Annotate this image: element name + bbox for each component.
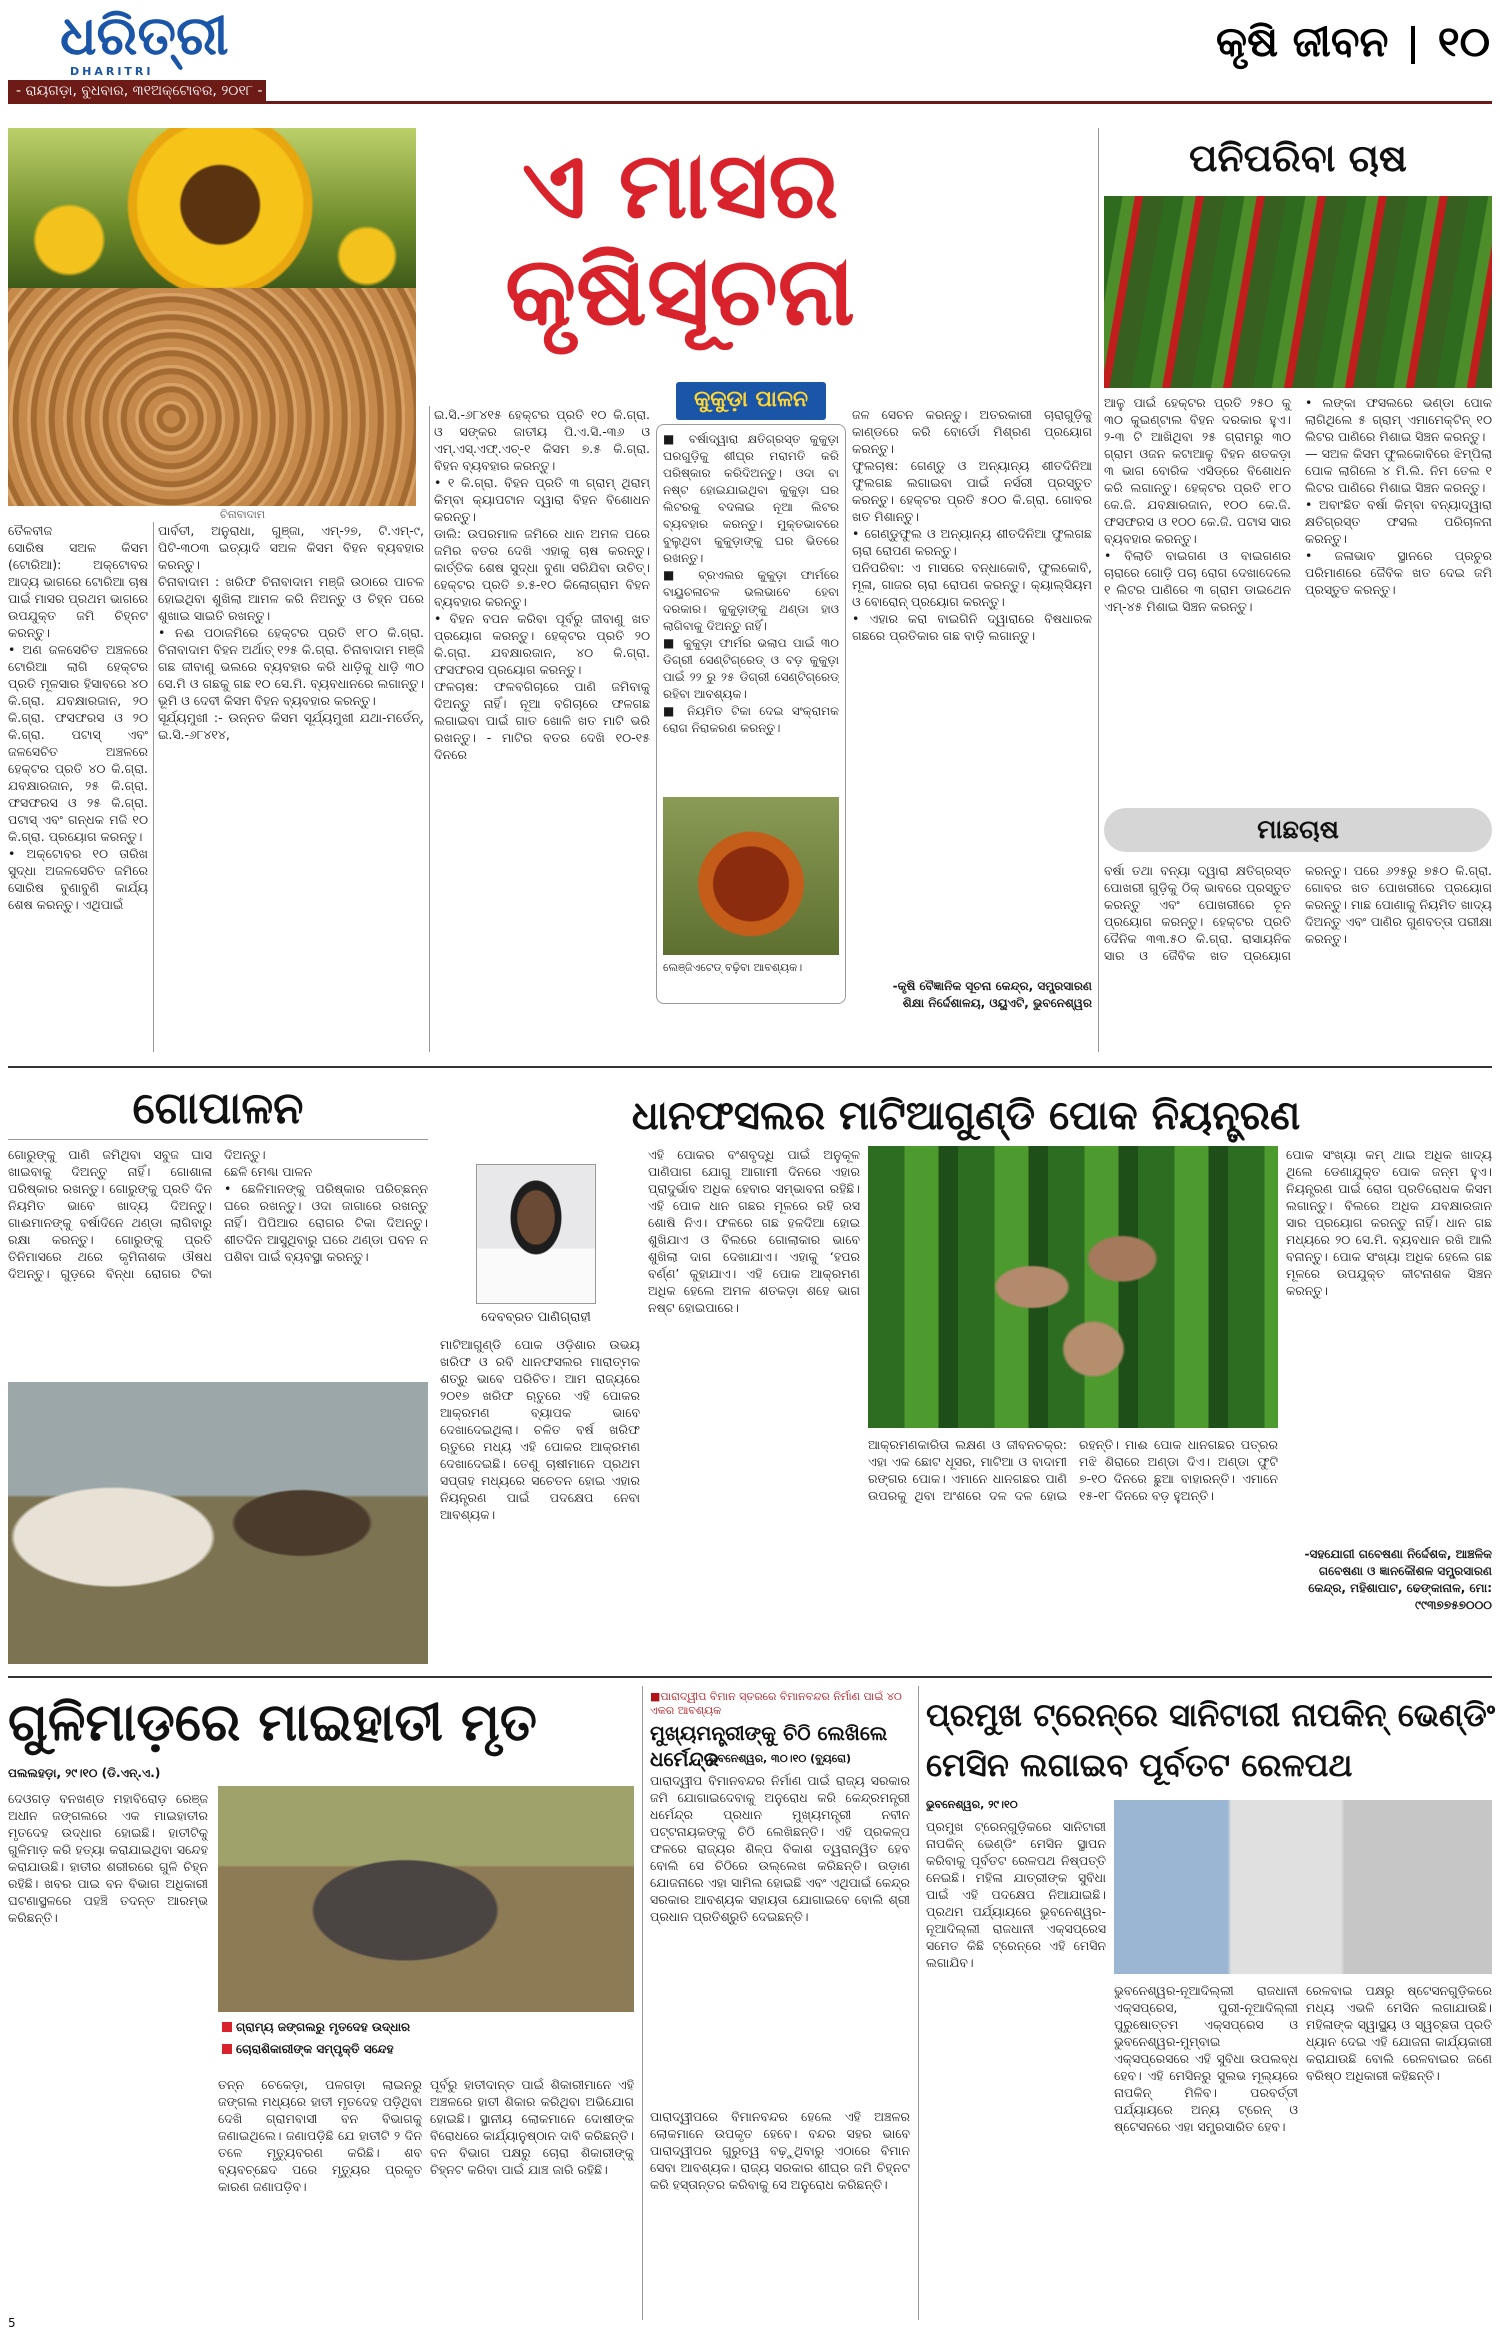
section-rule — [8, 1676, 1492, 1678]
masthead-logo — [60, 6, 310, 84]
paddy-col-4: ପୋକ ସଂଖ୍ୟା କମ୍ ଥାଇ ଅଧିକ ଖାଦ୍ୟ ଥିଲେ ଡେଣାଯୁକ୍ତ ପୋକ ଜନ୍ମ ହୁଏ। ନିୟନ୍ତ୍ରଣ ପାଇଁ ରୋଗ ପ୍ରତିରୋଧକ କିସମ ଲଗାନ୍ତୁ। ବିଲରେ ଅଧିକ ଯବକ୍ଷାରଜାନ ସାର ପ୍ରୟୋଗ କରନ୍ତୁ ନାହିଁ। ଧାନ ଗଛ ମଧ୍ୟରେ ୨୦ ସେ.ମି. ବ୍ୟବଧାନ ରଖି ଆଲି ବନାନ୍ତୁ। ପୋକ ସଂଖ୍ୟା ଅଧିକ ହେଲେ ଗଛ ମୂଳରେ ଉପଯୁକ୍ତ କୀଟନାଶକ ସିଞ୍ଚନ କରନ୍ତୁ। — [1286, 1147, 1492, 1298]
paddy-col-1: ମାଟିଆଗୁଣ୍ଡି ପୋକ ଓଡ଼ିଶାର ଉଭୟ ଖରିଫ ଓ ରବି ଧାନଫସଲର ମାରାତ୍ମକ ଶତ୍ରୁ ଭାବେ ପରିଚିତ। ଆମ ରାଜ୍ୟରେ ୨୦୧୭ ଖରିଫ ଋତୁରେ ଏହି ପୋକର ଆକ୍ରମଣ ବ୍ୟାପକ ଭାବେ ଦେଖାଦେଇଥିଲା। ଚଳିତ ବର୍ଷ ଖରିଫ ଋତୁରେ ମଧ୍ୟ ଏହି ପୋକର ଆକ୍ରମଣ ଦେଖାଦେଇଛି। ତେଣୁ ଚାଷୀମାନେ ପ୍ରଥମ ସପ୍ତାହ ମଧ୍ୟରେ ସଚେତନ ହୋଇ ଏହାର ନିୟନ୍ତ୍ରଣ ପାଇଁ ପଦକ୍ଷେପ ନେବା ଆବଶ୍ୟକ। — [440, 1337, 640, 1522]
peanut-caption: ଚିନାବାଦାମ — [220, 508, 265, 521]
paddy-col-3: ଆକ୍ରମଣକାରିତା ଲକ୍ଷଣ ଓ ଜୀବନଚକ୍ର: ଏହା ଏକ ଛୋଟ ଧୂସର, ମାଟିଆ ଓ ବାଦାମୀ ରଙ୍ଗର ପୋକ। ଏମାନେ ଧାନଗଛର ପାଣି ଉପରକୁ ଥିବା ଅଂଶରେ ଦଳ ଦଳ ହୋଇ ରହନ୍ତି। ମାଈ ପୋକ ଧାନଗଛର ପତ୍ରର ମଝି ଶିରାରେ ଅଣ୍ଡା ଦିଏ। ଅଣ୍ଡା ଫୁଟି ୭-୧୦ ଦିନରେ ଛୁଆ ବାହାରନ୍ତି। ଏମାନେ ୧୫-୧୮ ଦିନରେ ବଡ଼ ହୁଅନ୍ତି। — [868, 1437, 1278, 1503]
hen-caption: ଲେଞ୍ଜିଏଟେଡ୍ ବଢ଼ିବା ଆବଶ୍ୟକ। — [663, 961, 803, 974]
train-dateline: ଭୁବନେଶ୍ୱର, ୨୯।୧୦ — [926, 1798, 1018, 1811]
cm-col-2: ପାରାଦ୍ୱୀପରେ ବିମାନବନ୍ଦର ହେଲେ ଏହି ଅଞ୍ଚଳର ଲୋକମାନେ ଉପକୃତ ହେବେ। ବନ୍ଦର ସହର ଭାବେ ପାରାଦ୍ୱୀପର ଗୁରୁତ୍ୱ ବଢ଼ୁଥିବାରୁ ଏଠାରେ ବିମାନ ସେବା ଆବଶ୍ୟକ। ରାଜ୍ୟ ସରକାର ଶୀଘ୍ର ଜମି ଚିହ୍ନଟ କରି ହସ୍ତାନ୍ତର କରିବାକୁ ସେ ଅନୁରୋଧ କରିଛନ୍ତି। — [650, 2109, 910, 2192]
elephant-col-3: ପୂର୍ବରୁ ହାତୀଦାନ୍ତ ପାଇଁ ଶିକାରୀମାନେ ଏହି ଅଞ୍ଚଳରେ ହାତୀ ଶିକାର କରିଥିବା ଅଭିଯୋଗ ହୋଇଛି। ସ୍ଥାନୀୟ ଲୋକମାନେ ଦୋଷୀଙ୍କ ବିରୋଧରେ କାର୍ଯ୍ୟାନୁଷ୍ଠାନ ଦାବି କରିଛନ୍ତି। ବନ ବିଭାଗ ପକ୍ଷରୁ ଚୋରା ଶିକାରୀଙ୍କୁ ଚିହ୍ନଟ କରିବା ପାଇଁ ଯାଞ୍ଚ ଜାରି ରହିଛି। — [430, 2077, 634, 2177]
col-rule — [918, 1686, 919, 2320]
top-col-2: ପାର୍ବତୀ, ଅନୁରାଧା, ଗୁଞ୍ଜା, ଏମ୍-୨୭, ଟି.ଏମ୍-୯, ପିଟି-୩୦୩ ଇତ୍ୟାଦି ସଅଳ କିସମ ବିହନ ବ୍ୟବହାର କରନ୍ତୁ। ଚିନାବାଦାମ : ଖରିଫ ଚିନାବାଦାମ ମଞ୍ଜି ଉଠାରେ ପାଚଳ ହୋଇଥିବା ଶୁଖିଲା ଆମଳ କରି ନିଅନ୍ତୁ ଓ ଚିହ୍ନ ପରେ ଶୁଖାଇ ସାଇତି ରଖନ୍ତୁ। • ନଈ ପଠାଜମିରେ ହେକ୍ଟର ପ୍ରତି ୧୮୦ କି.ଗ୍ରା. ଚିନାବାଦାମ ବିହନ ଅର୍ଥାତ୍ ୧୨୫ କି.ଗ୍ରା. ଚିନାବାଦାମ ମଞ୍ଜି ଗଛ ଜୀବାଣୁ ଭଲରେ ବ୍ୟବହାର କରି ଧାଡ଼ିକୁ ଧାଡ଼ି ୩୦ ସେ.ମି ଓ ଗଛକୁ ଗଛ ୧୦ ସେ.ମି. ବ୍ୟବଧାନରେ ଲଗାନ୍ତୁ। ଭୂମି ଓ ଦେବୀ କିସମ ବିହନ ବ୍ୟବହାର କରନ୍ତୁ। ସୂର୍ଯ୍ୟମୁଖୀ :- ଉନ୍ନତ କିସମ ସୂର୍ଯ୍ୟମୁଖୀ ଯଥା-ମର୍ଡେନ୍, ଇ.ସି.-୬୮୪୧୪, — [158, 523, 424, 742]
paddy-headline: ଧାନଫସଲର ମାଟିଆଗୁଣ୍ଡି ପୋକ ନିୟନ୍ତ୍ରଣ — [631, 1093, 1301, 1139]
sunflower-photo — [8, 128, 416, 288]
gopalan-title: ଗୋପାଳନ — [8, 1078, 428, 1140]
dateline: - ରାୟଗଡ଼ା, ବୁଧବାର, ୩୧ଅକ୍ଟୋବର, ୨୦୧୮ - — [8, 80, 266, 102]
train-photo — [1114, 1800, 1492, 1974]
cm-dateline: ଭୁବନେଶ୍ୱର, ୩୦।୧୦ (ବ୍ୟୁରୋ) — [708, 1752, 852, 1765]
logo-subtitle: DHARITRI — [70, 65, 154, 78]
col-rule — [1098, 128, 1099, 1052]
chili-photo — [1104, 196, 1492, 388]
elephant-col-2: ତନ୍ନ ଚେକେଡ଼ା, ପଳଗଡ଼ା ଲାଇନରୁ ଜଙ୍ଗଲ ମଧ୍ୟରେ ହାତୀ ମୃତଦେହ ପଡ଼ିଥିବା ଦେଖି ଗ୍ରାମବାସୀ ବନ ବିଭାଗକୁ ଜଣାଇଥିଲେ। ଜଣାପଡ଼ିଛି ଯେ ହାତୀଟି ୨ ଦିନ ତଳେ ମୃତ୍ୟୁବରଣ କରିଛି। ଶବ ବ୍ୟବଚ୍ଛେଦ ପରେ ମୃତ୍ୟୁର ପ୍ରକୃତ କାରଣ ଜଣାପଡ଼ିବ। — [218, 2077, 422, 2194]
author-photo — [476, 1164, 596, 1304]
section-header — [1070, 14, 1490, 70]
train-headline-2: ମେସିନ ଲଗାଇବ ପୂର୍ବତଟ ରେଳପଥ — [926, 1746, 1353, 1784]
highlight-point: ଚୋରାଶିକାରୀଙ୍କ ସମ୍ପୃକ୍ତି ସନ୍ଦେହ — [218, 2038, 634, 2060]
main-headline-box — [440, 128, 920, 364]
section-rule — [8, 1066, 1492, 1068]
elephant-photo — [218, 1786, 634, 2012]
highlight-point: ଗ୍ରାମ୍ୟ ଜଙ୍ଗଲରୁ ମୃତଦେହ ଉଦ୍ଧାର — [218, 2016, 634, 2038]
page-number: ୧୦ — [1437, 17, 1490, 66]
headline-line-2: କୃଷିସୂଚନା — [505, 234, 855, 347]
cm-col-1: ପାରାଦ୍ୱୀପ ବିମାନବନ୍ଦର ନିର୍ମାଣ ପାଇଁ ରାଜ୍ୟ ସରକାର ଜମି ଯୋଗାଇଦେବାକୁ ଅନୁରୋଧ କରି କେନ୍ଦ୍ରମନ୍ତ୍ରୀ ଧର୍ମେନ୍ଦ୍ର ପ୍ରଧାନ ମୁଖ୍ୟମନ୍ତ୍ରୀ ନବୀନ ପଟ୍ଟନାୟକଙ୍କୁ ଚିଠି ଲେଖିଛନ୍ତି। ଏହି ପ୍ରକଳ୍ପ ଫଳରେ ରାଜ୍ୟର ଶିଳ୍ପ ବିକାଶ ତ୍ୱରାନ୍ୱିତ ହେବ ବୋଲି ସେ ଚିଠିରେ ଉଲ୍ଲେଖ କରିଛନ୍ତି। ଉଡ଼ାଣ ଯୋଜନାରେ ଏହା ସାମିଲ ହୋଇଛି ଏବଂ ଏଥିପାଇଁ କେନ୍ଦ୍ର ସରକାର ଆବଶ୍ୟକ ସହାୟତା ଯୋଗାଇବେ ବୋଲି ଶ୍ରୀ ପ୍ରଧାନ ପ୍ରତିଶ୍ରୁତି ଦେଇଛନ୍ତି। — [650, 1773, 910, 1924]
paddy-col-2: ଏହି ପୋକର ବଂଶବୃଦ୍ଧି ପାଇଁ ଅନୁକୂଳ ପାଣିପାଗ ଯୋଗୁ ଆଗାମୀ ଦିନରେ ଏହାର ପ୍ରାଦୁର୍ଭାବ ଅଧିକ ହେବାର ସମ୍ଭାବନା ରହିଛି। ଏହି ପୋକ ଧାନ ଗଛର ମୂଳରେ ରହି ରସ ଶୋଷି ନିଏ। ଫଳରେ ଗଛ ହଳଦିଆ ହୋଇ ଶୁଖିଯାଏ ଓ ବିଲରେ ଗୋଲାକାର ଭାବେ ଶୁଖିଲା ଦାଗ ଦେଖାଯାଏ। ଏହାକୁ ‘ହପର ବର୍ଣ୍ଣ’ କୁହାଯାଏ। ଏହି ପୋକ ଆକ୍ରମଣ ଅଧିକ ହେଲେ ଅମଳ ଶତକଡ଼ା ଶହେ ଭାଗ ନଷ୍ଟ ହୋଇପାରେ। — [648, 1147, 860, 1315]
train-headline-1: ପ୍ରମୁଖ ଟ୍ରେନ୍‌ରେ ସାନିଟାରୀ ନାପକିନ୍ ଭେଣ୍ଡିଂ — [926, 1696, 1496, 1734]
peanut-photo — [8, 288, 416, 506]
headline-line-1: ଏ ମାସର — [521, 132, 839, 239]
elephant-col-1: ଦେଓଗଡ଼ ବନଖଣ୍ଡ ମହାବିରୋଡ଼ ରେଞ୍ଜ ଅଧୀନ ଜଙ୍ଗଲରେ ଏକ ମାଇହାତୀର ମୃତଦେହ ଉଦ୍ଧାର ହୋଇଛି। ହାତୀଟିକୁ ଗୁଳିମାଡ଼ କରି ହତ୍ୟା କରାଯାଇଥିବା ସନ୍ଦେହ କରାଯାଉଛି। ହାତୀର ଶରୀରରେ ଗୁଳି ଚିହ୍ନ ରହିଛି। ଖବର ପାଇ ବନ ବିଭାଗ ଅଧିକାରୀ ଘଟଣାସ୍ଥଳରେ ପହଞ୍ଚି ତଦନ୍ତ ଆରମ୍ଭ କରିଛନ୍ତି। — [8, 1791, 208, 1925]
veg-body: ଆଳୁ ପାଇଁ ହେକ୍ଟର ପ୍ରତି ୨୫୦ କୁ ୩୦ କୁଇଣ୍ଟାଲ ବିହନ ଦରକାର ହୁଏ। ୨-୩ ଟି ଆଖିଥିବା ୨୫ ଗ୍ରାମରୁ ୩୦ ଗ୍ରାମ ଓଜନ କଟାଆଳୁ ବିହନ ଶତକଡ଼ା ୩ ଭାଗ ବୋରିକ ଏସିଡ୍‌ରେ ବିଶୋଧନ କରି ଲଗାନ୍ତୁ। ହେକ୍ଟର ପ୍ରତି ୧୮୦ କେ.ଜି. ଯବକ୍ଷାରଜାନ, ୧୦୦ କେ.ଜି. ଫସଫରସ ଓ ୧୦୦ କେ.ଜି. ପଟାସ ସାର ବ୍ୟବହାର କରନ୍ତୁ। • ବିଲାତି ବାଇଗଣ ଓ ବାଇଗଣର ଚାରାରେ ଗୋଡ଼ି ପଚା ରୋଗ ଦେଖାଦେଲେ ୧ ଲିଟର ପାଣିରେ ୩ ଗ୍ରାମ ଡାଇଥେନ ଏମ୍-୪୫ ମିଶାଇ ସିଞ୍ଚନ କରନ୍ତୁ। • ଲଙ୍କା ଫସଲରେ ଭଣ୍ଡା ପୋକ ଲାଗିଥିଲେ ୫ ଗ୍ରାମ୍ ଏମାମେକ୍ଟିନ୍ ୧୦ ଲିଟର ପାଣିରେ ମିଶାଇ ସିଞ୍ଚନ କରନ୍ତୁ। — ସଅଳ କିସମ ଫୁଲକୋବିରେ ଝିମ୍ପିଲା ପୋକ ଲାଗିଲେ ୪ ମି.ଲି. ନିମ ତେଲ ୧ ଲିଟର ପାଣିରେ ମିଶାଇ ସିଞ୍ଚନ କରନ୍ତୁ। • ଅବାଂଛିତ ବର୍ଷା କିମ୍ବା ବନ୍ୟାଦ୍ୱାରା କ୍ଷତିଗ୍ରସ୍ତ ଫସଲ ପରିଚାଳନା କରନ୍ତୁ। • ଜଳାଭାବ ସ୍ଥାନରେ ପ୍ରଚୁର ପରିମାଣରେ ଜୈବିକ ଖତ ଦେଇ ଜମି ପ୍ରସ୍ତୁତ କରନ୍ତୁ। — [1104, 395, 1492, 614]
top-col-5: ଜଳ ସେଚନ କରନ୍ତୁ। ଅତରକାରୀ ଚାରାଗୁଡ଼ିକୁ କାଣ୍ଡରେ କରି ବୋର୍ଡୋ ମିଶ୍ରଣ ପ୍ରୟୋଗ କରନ୍ତୁ। ଫୁଲଚାଷ: ଗେଣ୍ଡୁ ଓ ଅନ୍ୟାନ୍ୟ ଶୀତଦିନିଆ ଫୁଲଗଛ ଲଗାଇବା ପାଇଁ ନର୍ସରୀ ପ୍ରସ୍ତୁତ କରନ୍ତୁ। ହେକ୍ଟର ପ୍ରତି ୫୦୦ କି.ଗ୍ରା. ଗୋବର ଖତ ମିଶାନ୍ତୁ। • ଗେଣ୍ଡୁଫୁଲ ଓ ଅନ୍ୟାନ୍ୟ ଶୀତଦିନିଆ ଫୁଲଗଛ ଚାରା ରୋପଣ କରନ୍ତୁ। ପନିପରିବା: ଏ ମାସରେ ବନ୍ଧାକୋବି, ଫୁଲକୋବି, ମୂଳା, ଗାଜର ଚାରା ରୋପଣ କରନ୍ତୁ। କ୍ୟାଲ୍ସିୟମ ଓ ବୋରୋନ୍ ପ୍ରୟୋଗ କରନ୍ତୁ। • ଏହାର କରା ବାଇଗିନି ଦ୍ୱାରାରେ ବିଷଧାରକ ଗଛରେ ପ୍ରତିକାର ଗଛ ବାଡ଼ି ଲଗାନ୍ତୁ। — [852, 407, 1092, 643]
train-col-2: ଭୁବନେଶ୍ୱର-ନୂଆଦିଲ୍ଲୀ ରାଜଧାନୀ ଏକ୍ସପ୍ରେସ, ପୁରୀ-ନୂଆଦିଲ୍ଲୀ ପୁରୁଷୋତ୍ତମ ଏକ୍ସପ୍ରେସ ଓ ଭୁବନେଶ୍ୱର-ମୁମ୍ବାଇ ଏକ୍ସପ୍ରେସରେ ଏହି ସୁବିଧା ଉପଲବ୍ଧ ହେବ। ଏହି ମେସିନରୁ ସୁଲଭ ମୂଲ୍ୟରେ ନାପକିନ୍ ମିଳିବ। ପରବର୍ତ୍ତୀ ପର୍ଯ୍ୟାୟରେ ଅନ୍ୟ ଟ୍ରେନ୍ ଓ ଷ୍ଟେସନରେ ଏହା ସମ୍ପ୍ରସାରିତ ହେବ। — [1114, 1983, 1298, 2134]
poultry-box — [656, 424, 846, 1004]
col-rule — [642, 1686, 643, 2320]
divider-bar — [1411, 26, 1415, 64]
elephant-headline: ଗୁଳିମାଡ଼ରେ ମାଇହାତୀ ମୃତ — [8, 1693, 538, 1753]
section-name: କୃଷି ଜୀବନ — [1216, 17, 1389, 66]
elephant-dateline: ପଲଲହଡ଼ା, ୨୯।୧୦ (ଡି.ଏନ୍.ଏ.) — [8, 1766, 161, 1780]
fish-title: ମାଛଚାଷ — [1104, 808, 1492, 852]
paddy-credit: -ସହଯୋଗୀ ଗବେଷଣା ନିର୍ଦ୍ଦେଶକ, ଆଞ୍ଚଳିକ ଗବେଷଣା ଓ ଜ୍ଞାନକୌଶଳ ସମ୍ପ୍ରସାରଣ କେନ୍ଦ୍ର, ମହିଶାପାଟ, ଢେଙ୍କାନାଳ, ମୋ: ୯୯୩୭୭୫୭୦୦୦ — [1304, 1547, 1492, 1612]
logo-text: ଧରିତ୍ରୀ — [60, 4, 229, 67]
footer-page-marker: 5 — [8, 2316, 16, 2330]
poultry-text: ■ ବର୍ଷାଦ୍ୱାରା କ୍ଷତିଗ୍ରସ୍ତ କୁକୁଡ଼ା ଘରଗୁଡ଼ିକୁ ଶୀଘ୍ର ମରାମତି କରି ପରିଷ୍କାର କରିଦିଅନ୍ତୁ। ଓଦା ବା ନଷ୍ଟ ହୋଇଯାଇଥିବା କୁକୁଡ଼ା ଘର ଲିଟରକୁ ବଦଳାଇ ନୂଆ ଲିଟର ବ୍ୟବହାର କରନ୍ତୁ। ମୁକ୍ତଭାବରେ ବୁଲୁଥିବା କୁକୁଡ଼ାଙ୍କୁ ଘର ଭିତରେ ରଖନ୍ତୁ। ■ ବ୍ରଏଲର କୁକୁଡ଼ା ଫାର୍ମରେ ବାୟୁଚଳାଚଳ ଭଲଭାବେ ହେବା ଦରକାର। କୁକୁଡ଼ାଙ୍କୁ ଥଣ୍ଡା ହାଓ ଲାଗିବାକୁ ଦିଅନ୍ତୁ ନାହିଁ। ■ କୁକୁଡ଼ା ଫାର୍ମର ଭଲାପ ପାଇଁ ୩୦ ଡିଗ୍ରୀ ସେଣ୍ଟିଗ୍ରେଡ୍ ଓ ବଡ଼ କୁକୁଡ଼ା ପାଇଁ ୨୨ ରୁ ୨୫ ଡିଗ୍ରୀ ସେଣ୍ଟିଗ୍ରେଡ୍ ରହିବା ଆବଶ୍ୟକ। ■ ନିୟମିତ ଟିକା ଦେଇ ସଂକ୍ରାମକ ରୋଗ ନିରାକରଣ କରନ୍ତୁ। — [663, 432, 839, 735]
top-rule — [8, 101, 1492, 104]
cattle-photo — [8, 1382, 428, 1664]
author-name: ଦେବବ୍ରତ ପାଣିଗ୍ରାହୀ — [481, 1310, 591, 1325]
poultry-badge: କୁକୁଡ଼ା ପାଳନ — [676, 382, 826, 420]
cm-kicker: ■ପାରାଦ୍ୱୀପ ବିମାନ ସ୍ତରରେ ବିମାନବନ୍ଦର ନିର୍ମାଣ ପାଇଁ ୪୦ ଏକର ଆବଶ୍ୟକ — [650, 1690, 902, 1717]
col-rule — [153, 522, 154, 1052]
cm-headline: ମୁଖ୍ୟମନ୍ତ୍ରୀଙ୍କୁ ଚିଠି ଲେଖିଲେ ଧର୍ମେନ୍ଦ୍ର — [650, 1721, 888, 1771]
top-col-3: ଇ.ସି.-୬୮୪୧୫ ହେକ୍ଟର ପ୍ରତି ୧୦ କି.ଗ୍ରା. ଓ ସଙ୍କର ଜାତୀୟ ପି.ଏ.ସି.-୩୬ ଓ ଏମ୍.ଏସ୍.ଏଫ୍.ଏଚ୍-୧ କିସମ ୭.୫ କି.ଗ୍ରା. ବିହନ ବ୍ୟବହାର କରନ୍ତୁ। • ୧ କି.ଗ୍ରା. ବିହନ ପ୍ରତି ୩ ଗ୍ରାମ୍ ଥିରାମ୍ କିମ୍ବା କ୍ୟାପଟାନ ଦ୍ୱାରା ବିହନ ବିଶୋଧନ କରନ୍ତୁ। ଡାଲି: ଉପରମାଳ ଜମିରେ ଧାନ ଅମଳ ପରେ ଜମିର ବତର ଦେଖି ଏହାକୁ ଚାଷ କରନ୍ତୁ। କାର୍ତ୍ତିକ ଶେଷ ସୁଦ୍ଧା ବୁଣା ସରିଯିବା ଉଚିତ୍। ହେକ୍ଟର ପ୍ରତି ୭.୫-୧୦ କିଲୋଗ୍ରାମ ବିହନ ବ୍ୟବହାର କରନ୍ତୁ। • ବିହନ ବପନ କରିବା ପୂର୍ବରୁ ଜୀବାଣୁ ଖତ ପ୍ରୟୋଗ କରନ୍ତୁ। ହେକ୍ଟର ପ୍ରତି ୨୦ କି.ଗ୍ରା. ଯବକ୍ଷାରଜାନ, ୪୦ କି.ଗ୍ରା. ଫସଫରସ ପ୍ରୟୋଗ କରନ୍ତୁ। ଫଳଚାଷ: ଫଳବଗିଚାରେ ପାଣି ଜମିବାକୁ ଦିଅନ୍ତୁ ନାହିଁ। ନୂଆ ବଗିଚାରେ ଫଳଗଛ ଲଗାଇବା ପାଇଁ ଗାତ ଖୋଳି ଖତ ମାଟି ଭରି ରଖନ୍ତୁ। - ମାଟିର ବତର ଦେଖି ୧୦-୧୫ ଦିନରେ — [434, 407, 650, 762]
agri-credit: -କୃଷି ବୈଜ୍ଞାନିକ ସୂଚନା କେନ୍ଦ୍ର, ସମ୍ପ୍ରସାରଣ ଶିକ୍ଷା ନିର୍ଦ୍ଦେଶାଳୟ, ଓୟୁଏଟି, ଭୁବନେଶ୍ୱର — [892, 979, 1092, 1010]
hen-photo — [663, 797, 839, 955]
veg-title: ପନିପରିବା ଚାଷ — [1189, 136, 1407, 180]
gopalan-body: ଗୋରୁଙ୍କୁ ପାଣି ଜମିଥିବା ସବୁଜ ଘାସ ଖାଇବାକୁ ଦିଅନ୍ତୁ ନାହିଁ। ଗୋଶାଳା ପରିଷ୍କାର ରଖନ୍ତୁ। ଗୋରୁଙ୍କୁ ପ୍ରତି ଦିନ ନିୟମିତ ଭାବେ ଖାଦ୍ୟ ଦିଅନ୍ତୁ। ଗାଈମାନଙ୍କୁ ବର୍ଷାଦିନେ ଥଣ୍ଡା ଲାଗିବାରୁ ରକ୍ଷା କରନ୍ତୁ। ଗୋରୁଙ୍କୁ ପ୍ରତି ତିନିମାସରେ ଥରେ କୃମିନାଶକ ଔଷଧ ଦିଅନ୍ତୁ। ଗୁଡ଼ରେ ବିନ୍ଧା ରୋଗର ଟିକା ଦିଅନ୍ତୁ। ଛେଳି ମେଣ୍ଢା ପାଳନ • ଛେଳିମାନଙ୍କୁ ପରିଷ୍କାର ପରିଚ୍ଛନ୍ନ ଘରେ ରଖନ୍ତୁ। ଓଦା ଜାଗାରେ ରଖନ୍ତୁ ନାହିଁ। ପିପିଆର ରୋଗର ଟିକା ଦିଅନ୍ତୁ। ଶୀତଦିନ ଆସୁଥିବାରୁ ଘରେ ଥଣ୍ଡା ପବନ ନ ପଶିବା ପାଇଁ ବ୍ୟବସ୍ଥା କରନ୍ତୁ। — [8, 1147, 428, 1281]
fish-body: ବର୍ଷା ତଥା ବନ୍ୟା ଦ୍ୱାରା କ୍ଷତିଗ୍ରସ୍ତ ପୋଖରୀ ଗୁଡ଼ିକୁ ଠିକ୍ ଭାବରେ ପ୍ରସ୍ତୁତ କରନ୍ତୁ ଏବଂ ପୋଖରୀରେ ଚୂନ ପ୍ରୟୋଗ କରନ୍ତୁ। ହେକ୍ଟର ପ୍ରତି ଦୈନିକ ୩୩.୫୦ କି.ଗ୍ରା. ରାସାୟନିକ ସାର ଓ ଜୈବିକ ଖତ ପ୍ରୟୋଗ କରନ୍ତୁ। ପରେ ୬୨୫ରୁ ୭୫୦ କି.ଗ୍ରା. ଗୋବର ଖତ ପୋଖରୀରେ ପ୍ରୟୋଗ କରନ୍ତୁ। ମାଛ ପୋଣାକୁ ନିୟମିତ ଖାଦ୍ୟ ଦିଅନ୍ତୁ ଏବଂ ପାଣିର ଗୁଣବତ୍ତା ପରୀକ୍ଷା କରନ୍ତୁ। — [1104, 863, 1492, 963]
elephant-highlights — [218, 2016, 634, 2068]
col-rule — [429, 406, 430, 1052]
top-col-1: ତୈଳବୀଜ ସୋରିଷ ସଅଳ କିସମ (ଟୋରିଆ): ଅକ୍ଟୋବର ଆଦ୍ୟ ଭାଗରେ ଟୋରିଆ ଚାଷ ପାଇଁ ମାସର ପ୍ରଥମ ଭାଗରେ ଉପଯୁକ୍ତ ଜମି ଚିହ୍ନଟ କରନ୍ତୁ। • ଅଣ ଜଳସେଚିତ ଅଞ୍ଚଳରେ ଟୋରିଆ ଲାଗି ହେକ୍ଟର ପ୍ରତି ମୂଳସାର ହିସାବରେ ୪୦ କି.ଗ୍ରା. ଯବକ୍ଷାରଜାନ, ୨୦ କି.ଗ୍ରା. ଫସଫରସ ଓ ୨୦ କି.ଗ୍ରା. ପଟାସ୍ ଏବଂ ଜଳସେଚିତ ଅଞ୍ଚଳରେ ହେକ୍ଟର ପ୍ରତି ୪୦ କି.ଗ୍ରା. ଯବକ୍ଷାରଜାନ, ୨୫ କି.ଗ୍ରା. ଫସଫରସ ଓ ୨୫ କି.ଗ୍ରା. ପଟାସ୍ ଏବଂ ଗନ୍ଧକ ମଜି ୧୦ କି.ଗ୍ରା. ପ୍ରୟୋଗ କରନ୍ତୁ। • ଅକ୍ଟୋବର ୧୦ ତାରିଖ ସୁଦ୍ଧା ଅଜଳସେଚିତ ଜମିରେ ସୋରିଷ ବୁଣାବୁଣି କାର୍ଯ୍ୟ ଶେଷ କରନ୍ତୁ। ଏଥିପାଇଁ — [8, 523, 148, 912]
train-col-1: ପ୍ରମୁଖ ଟ୍ରେନ୍‌ଗୁଡ଼ିକରେ ସାନିଟାରୀ ନାପକିନ୍ ଭେଣ୍ଡିଂ ମେସିନ ସ୍ଥାପନ କରିବାକୁ ପୂର୍ବତଟ ରେଳପଥ ନିଷ୍ପତ୍ତି ନେଇଛି। ମହିଳା ଯାତ୍ରୀଙ୍କ ସୁବିଧା ପାଇଁ ଏହି ପଦକ୍ଷେପ ନିଆଯାଇଛି। ପ୍ରଥମ ପର୍ଯ୍ୟାୟରେ ଭୁବନେଶ୍ୱର-ନୂଆଦିଲ୍ଲୀ ରାଜଧାନୀ ଏକ୍ସପ୍ରେସ ସମେତ କିଛି ଟ୍ରେନ୍‌ରେ ଏହି ମେସିନ ଲଗାଯିବ। — [926, 1819, 1106, 1970]
planthopper-photo — [868, 1146, 1278, 1428]
train-col-3: ରେଳବାଇ ପକ୍ଷରୁ ଷ୍ଟେସନଗୁଡ଼ିକରେ ମଧ୍ୟ ଏଭଳି ମେସିନ ଲଗାଯାଉଛି। ମହିଳାଙ୍କ ସ୍ୱାସ୍ଥ୍ୟ ଓ ସ୍ୱଚ୍ଛତା ପ୍ରତି ଧ୍ୟାନ ଦେଇ ଏହି ଯୋଜନା କାର୍ଯ୍ୟକାରୀ କରାଯାଉଛି ବୋଲି ରେଳବାଇର ଜଣେ ବରିଷ୍ଠ ଅଧିକାରୀ କହିଛନ୍ତି। — [1306, 1983, 1492, 2083]
